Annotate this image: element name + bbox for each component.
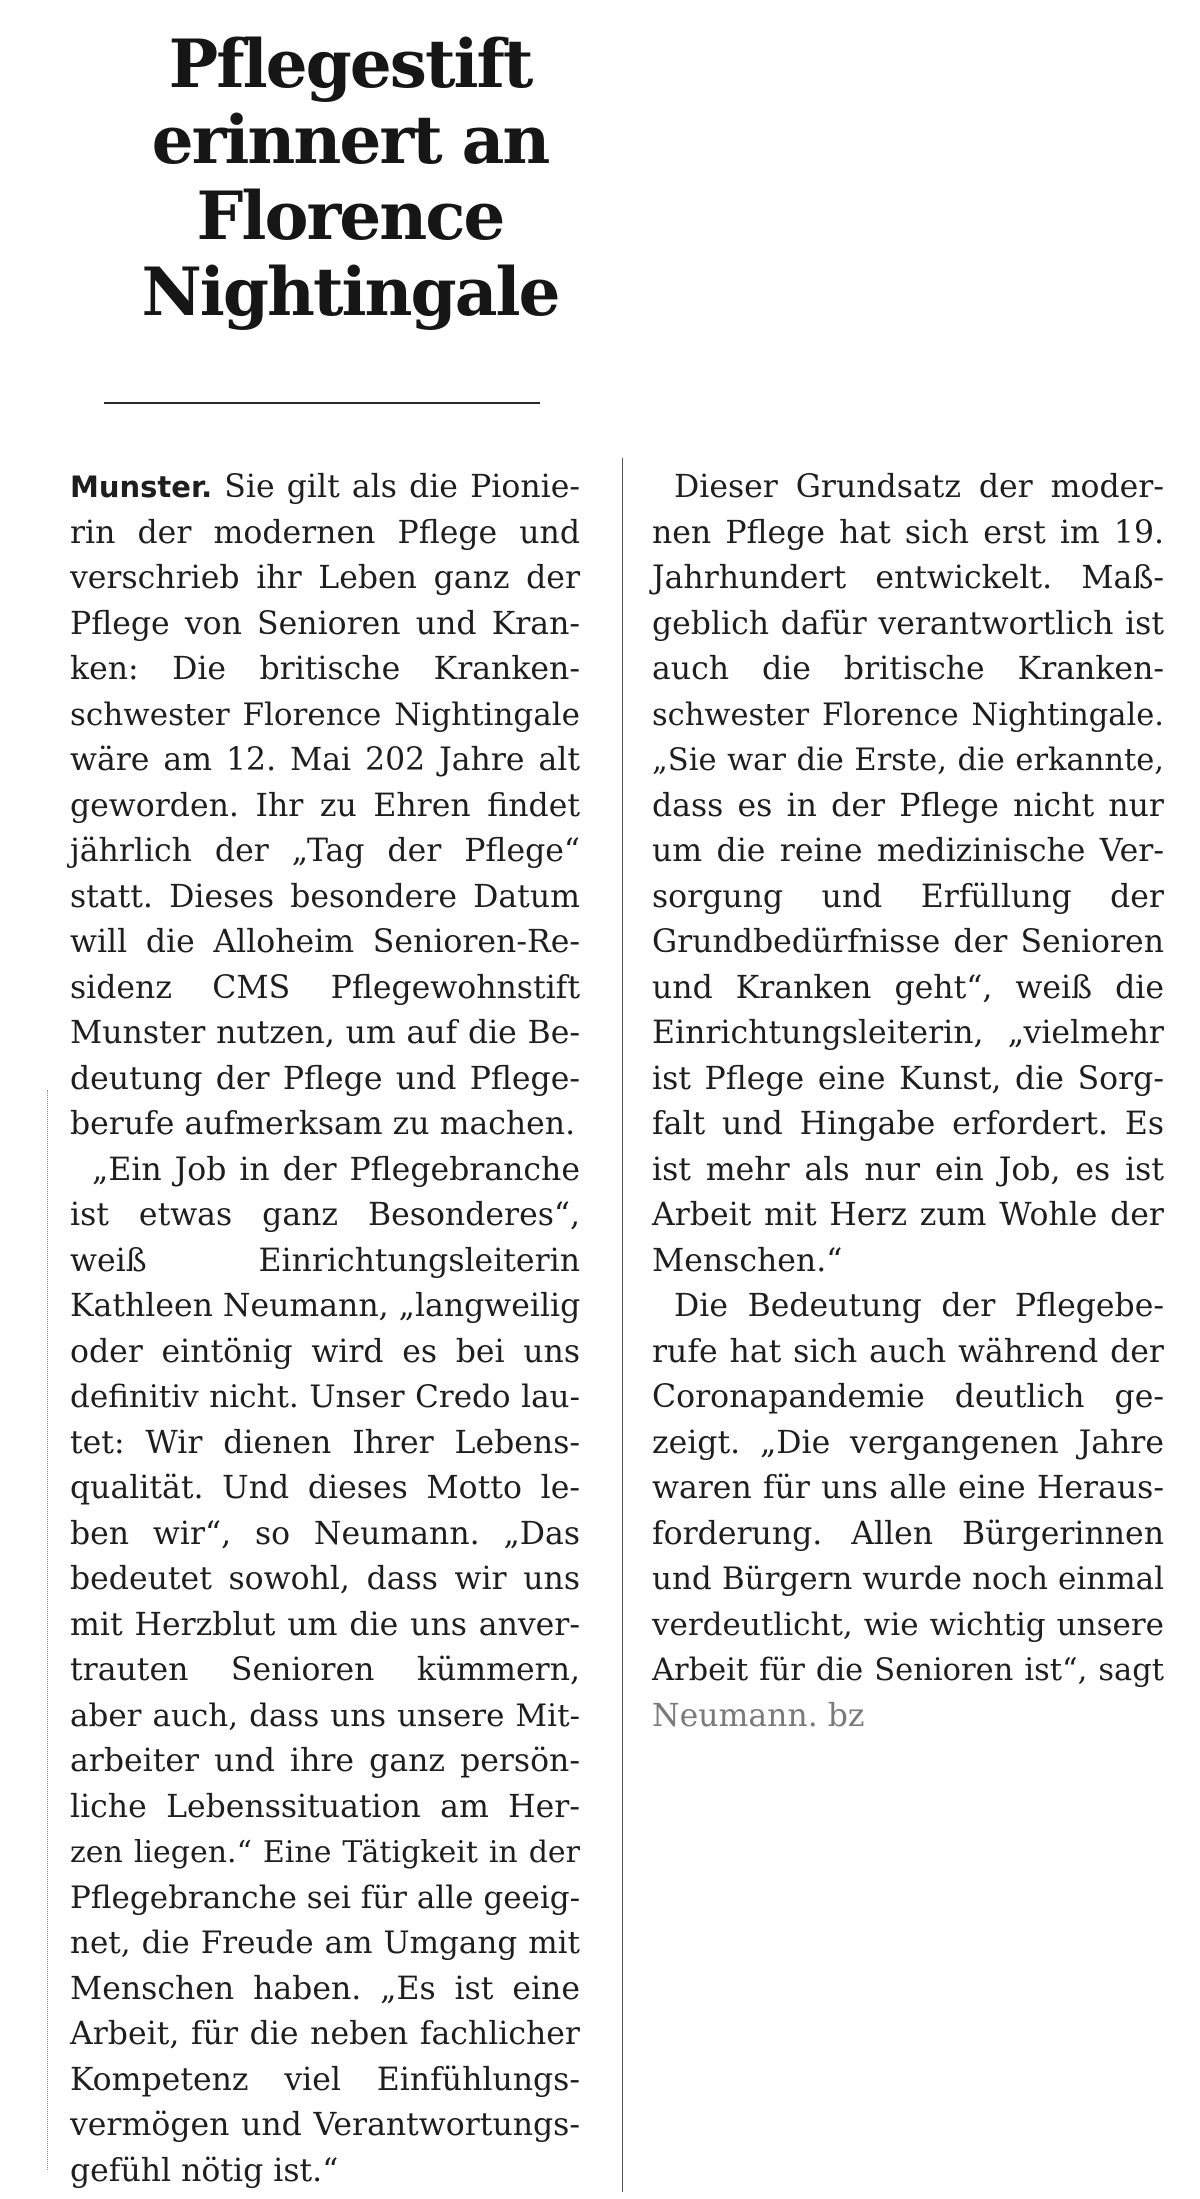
- text-line: Coronapandemie deutlich ge-: [652, 1379, 1164, 1415]
- text-line: verschrieb ihr Leben ganz der: [70, 560, 580, 596]
- text-line: qualität. Und dieses Motto le-: [70, 1470, 580, 1506]
- headline-line: Florence: [196, 177, 504, 255]
- text-line: Jahrhundert entwickelt. Maß-: [652, 560, 1164, 596]
- text-line: rufe hat sich auch während der: [652, 1333, 1164, 1370]
- text-line: sorgung und Erfüllung der: [652, 878, 1164, 915]
- text-line: und Kranken geht“, weiß die: [652, 969, 1164, 1006]
- text-line: Arbeit, für die neben fachlicher: [70, 2016, 580, 2052]
- text-line: sidenz CMS Pflegewohnstift: [70, 969, 580, 1006]
- text-line: forderung. Allen Bürgerinnen: [652, 1515, 1164, 1552]
- text-line: weiß Einrichtungsleiterin: [70, 1242, 580, 1279]
- text-line: arbeiter und ihre ganz persön-: [70, 1743, 580, 1779]
- text-line: Arbeit mit Herz zum Wohle der: [652, 1197, 1164, 1233]
- text-line: Grundbedürfnisse der Senioren: [652, 924, 1164, 960]
- paragraph: [70, 465, 580, 1148]
- text-line: Munster nutzen, um auf die Be-: [70, 1015, 580, 1051]
- text-line: ist etwas ganz Besonderes“,: [70, 1197, 580, 1233]
- text-line: liche Lebenssituation am Her-: [70, 1788, 580, 1825]
- paragraph: [70, 1148, 580, 2195]
- text-line: geblich dafür verantwortlich ist: [652, 605, 1164, 642]
- text-line: Die Bedeutung der Pflegebe-: [674, 1288, 1164, 1324]
- text-line: falt und Hingabe erfordert. Es: [652, 1106, 1164, 1142]
- text-line: jährlich der „Tag der Pflege“: [70, 833, 580, 869]
- text-line: [70, 465, 580, 511]
- text-line: rin der modernen Pflege und: [70, 514, 580, 551]
- text-line: ist Pflege eine Kunst, die Sorg-: [652, 1060, 1164, 1097]
- text-line: gefühl nötig ist.“: [70, 2152, 339, 2189]
- text-line: verdeutlicht, wie wichtig unsere: [652, 1606, 1164, 1643]
- text-line: und Bürgern wurde noch einmal: [652, 1561, 1164, 1597]
- text-line: geworden. Ihr zu Ehren findet: [70, 787, 580, 824]
- text-line: zen liegen.“ Eine Tätigkeit in der: [70, 1835, 580, 1870]
- article-headline: [70, 26, 630, 330]
- text-line: Kathleen Neumann, „langweilig: [70, 1288, 581, 1324]
- text-line: statt. Dieses besondere Datum: [70, 878, 580, 915]
- dateline: Munster.: [70, 470, 213, 504]
- text-line: oder eintönig wird es bei uns: [70, 1333, 580, 1370]
- scan-edge-line: [47, 1090, 48, 2170]
- text-line: Arbeit für die Senioren ist“, sagt: [652, 1653, 1164, 1688]
- text-line: vermögen und Verantwortungs-: [70, 2107, 580, 2143]
- text-line: tet: Wir dienen Ihrer Lebens-: [70, 1424, 580, 1461]
- text-line: „Ein Job in der Pflegebranche: [92, 1151, 580, 1188]
- article-column-right: [652, 465, 1164, 1739]
- text-line: Neumann. bz: [652, 1697, 865, 1734]
- text-line: berufe aufmerksam zu machen.: [70, 1106, 576, 1142]
- text-line: schwester Florence Nightingale.: [652, 697, 1164, 733]
- text-line: definitiv nicht. Unser Credo lau-: [70, 1379, 580, 1415]
- text-line: Dieser Grundsatz der moder-: [674, 469, 1164, 505]
- text-line: ben wir“, so Neumann. „Das: [70, 1515, 580, 1552]
- text-line: schwester Florence Nightingale: [70, 696, 580, 733]
- headline-line: Pflegestift: [168, 25, 532, 103]
- column-divider: [622, 458, 623, 2192]
- headline-divider: [104, 402, 540, 404]
- text-line: Einrichtungsleiterin, „vielmehr: [652, 1015, 1164, 1051]
- text-line: dass es in der Pflege nicht nur: [652, 787, 1164, 824]
- text-line: Menschen.“: [652, 1242, 843, 1279]
- text-line: will die Alloheim Senioren-Re-: [70, 924, 580, 960]
- text-line: nen Pflege hat sich erst im 19.: [652, 514, 1164, 551]
- text-line: zeigt. „Die vergangenen Jahre: [652, 1424, 1164, 1461]
- text-line-rest: Sie gilt als die Pionie-: [212, 469, 580, 505]
- paragraph: [652, 465, 1164, 1284]
- article-column-left: [70, 465, 580, 2194]
- headline-line: Nightingale: [141, 253, 559, 331]
- text-line: wäre am 12. Mai 202 Jahre alt: [70, 742, 580, 778]
- text-line: aber auch, dass uns unsere Mit-: [70, 1697, 580, 1734]
- text-line: net, die Freude am Umgang mit: [70, 1925, 580, 1961]
- headline-line: erinnert an: [151, 101, 549, 179]
- text-line: Kompetenz viel Einfühlungs-: [70, 2061, 580, 2098]
- paragraph: [652, 1284, 1164, 1739]
- text-line: ist mehr als nur ein Job, es ist: [652, 1151, 1164, 1188]
- text-line: um die reine medizinische Ver-: [652, 833, 1164, 869]
- text-line: mit Herzblut um die uns anver-: [70, 1606, 580, 1643]
- text-line: trauten Senioren kümmern,: [70, 1652, 580, 1688]
- text-line: Pflegebranche sei für alle geeig-: [70, 1879, 581, 1916]
- text-line: deutung der Pflege und Pflege-: [70, 1060, 580, 1097]
- text-line: ken: Die britische Kranken-: [70, 651, 580, 687]
- text-line: Menschen haben. „Es ist eine: [70, 1970, 580, 2007]
- text-line: bedeutet sowohl, dass wir uns: [70, 1561, 580, 1597]
- text-line: Pflege von Senioren und Kran-: [70, 605, 580, 642]
- text-line: waren für uns alle eine Heraus-: [652, 1470, 1164, 1506]
- text-line: „Sie war die Erste, die erkannte,: [652, 743, 1164, 778]
- text-line: auch die britische Kranken-: [652, 651, 1164, 687]
